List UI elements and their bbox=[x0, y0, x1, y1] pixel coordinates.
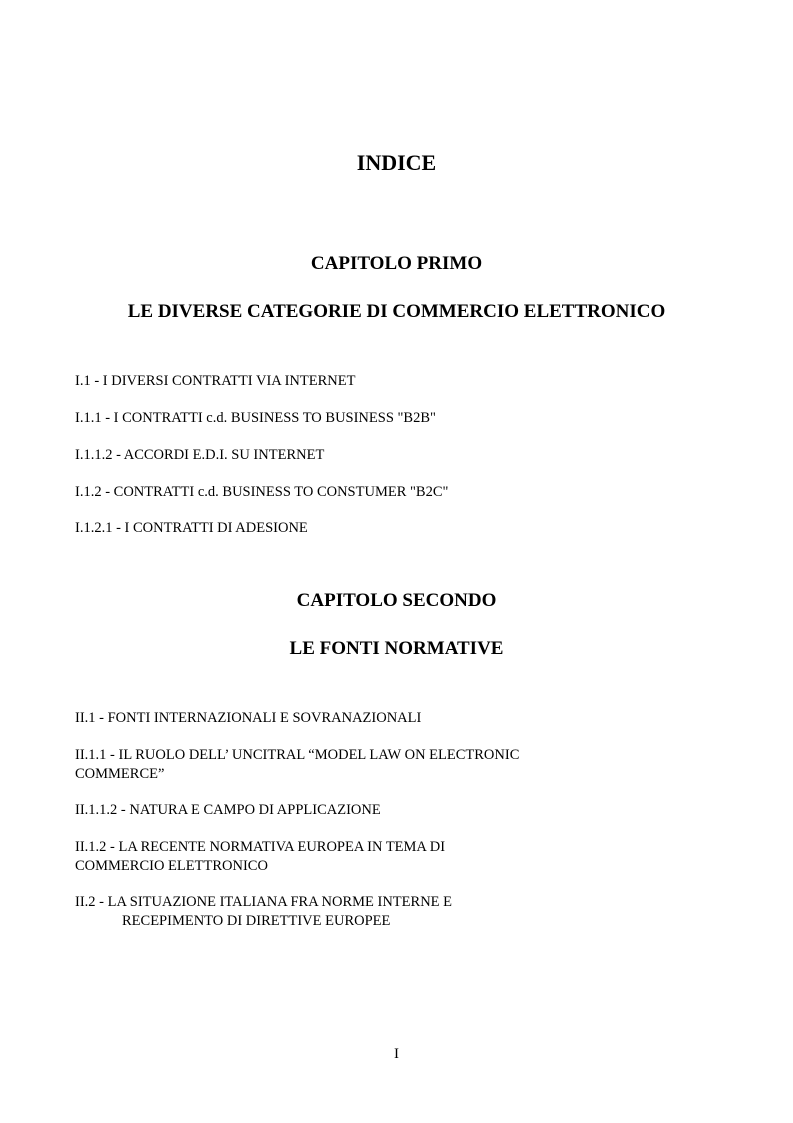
toc-entry-line-2: COMMERCIO ELETTRONICO bbox=[75, 858, 268, 874]
toc-entry-text: I.1.1.2 - ACCORDI E.D.I. SU INTERNET bbox=[75, 447, 325, 463]
toc-entry bbox=[75, 446, 324, 465]
page-number: I bbox=[394, 1046, 399, 1062]
toc-entry-line-1: II.2 - LA SITUAZIONE ITALIANA FRA NORME INTERNE E bbox=[75, 894, 453, 910]
toc-entry-line-2: RECEPIMENTO DI DIRETTIVE EUROPEE bbox=[122, 913, 391, 929]
toc-entry bbox=[75, 709, 421, 728]
toc-entry bbox=[75, 519, 308, 538]
toc-entry bbox=[75, 372, 355, 391]
toc-entry-text: I.1 - I DIVERSI CONTRATTI VIA INTERNET bbox=[75, 373, 356, 389]
index-title: INDICE bbox=[356, 150, 437, 175]
toc-entry-text: II.1 - FONTI INTERNAZIONALI E SOVRANAZIONALI bbox=[75, 710, 422, 726]
toc-entry-text: I.1.1 - I CONTRATTI c.d. BUSINESS TO BUSINESS "B2B" bbox=[75, 410, 436, 426]
toc-entry-line-2: COMMERCE” bbox=[75, 766, 165, 782]
chapter-2-label: CAPITOLO SECONDO bbox=[296, 590, 497, 611]
chapter-1-label: CAPITOLO PRIMO bbox=[310, 253, 483, 274]
toc-entry bbox=[75, 409, 436, 428]
toc-entry-text: II.1.1.2 - NATURA E CAMPO DI APPLICAZIONE bbox=[75, 802, 381, 818]
toc-entry-text: I.1.2 - CONTRATTI c.d. BUSINESS TO CONSTUMER "B2C" bbox=[75, 484, 449, 500]
toc-entry-line-1: II.1.2 - LA RECENTE NORMATIVA EUROPEA IN TEMA DI bbox=[75, 839, 446, 855]
chapter-1-title: LE DIVERSE CATEGORIE DI COMMERCIO ELETTRONICO bbox=[127, 301, 666, 322]
toc-entry bbox=[75, 838, 445, 876]
toc-entry bbox=[75, 801, 381, 820]
toc-entry-line-1: II.1.1 - IL RUOLO DELL’ UNCITRAL “MODEL LAW ON ELECTRONIC bbox=[75, 747, 520, 763]
toc-entry bbox=[75, 893, 452, 931]
toc-entry bbox=[75, 746, 519, 784]
toc-entry bbox=[75, 483, 448, 502]
toc-entry-text: I.1.2.1 - I CONTRATTI DI ADESIONE bbox=[75, 520, 308, 536]
chapter-2-title: LE FONTI NORMATIVE bbox=[289, 638, 504, 659]
